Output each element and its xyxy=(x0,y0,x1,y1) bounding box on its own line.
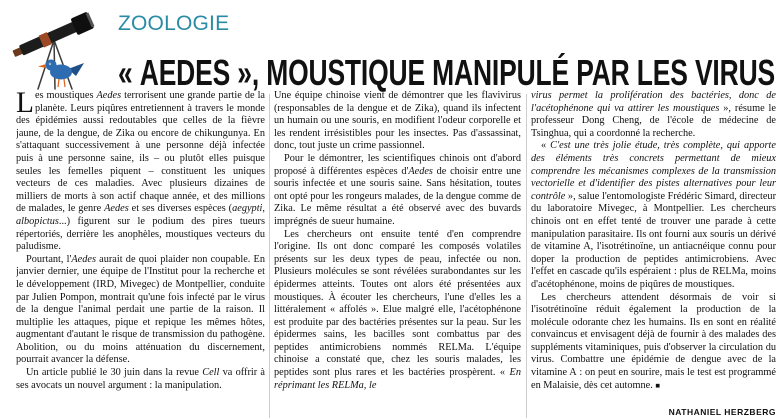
text-run: es moustiques xyxy=(34,90,97,101)
telescope-icon xyxy=(10,11,95,62)
column-text xyxy=(16,90,265,419)
article-paragraph xyxy=(531,292,776,393)
text-run: terrorisent une grande partie de la planète. Leurs piqûres entretiennent à travers le monde des épidémies aussi redoutables que celles de la fièvre jaune, de la dengue, de Zika ou encore de chikungunya. En s'attaquant successivement à une personne déjà infectée puis à une personne saine, ils – ou plutôt elles puisque seules les femelles piquent – constituent les uniques vecteurs de ces maladies. Avec plusieurs dizaines de milliers de morts à son actif chaque année, et des millions de malades, le genre xyxy=(16,90,265,215)
column-3 xyxy=(531,90,776,419)
text-run: ...) figurent sur le podium des pires tueurs répertoriés, derrière les anophèles, moustiques vecteurs du paludisme. xyxy=(16,215,265,253)
italic-text-run: Aedes xyxy=(96,90,122,101)
column-divider xyxy=(269,94,270,418)
article-paragraph xyxy=(531,90,776,140)
text-run: va offrir à ses avocats un nouvel argument : la manipulation. xyxy=(16,367,265,391)
text-run: Pour le démontrer, les scientifiques chinois ont d'abord proposé à différentes espèces d' xyxy=(274,152,521,177)
italic-text-run: Aedes xyxy=(408,165,433,177)
text-run: et ses diverses espèces ( xyxy=(128,203,233,215)
italic-text-run: En réprimant les RELMa, le xyxy=(274,367,521,391)
text-run: Les chercheurs ont ensuite tenté d'en comprendre l'origine. Ils ont donc comparé les composés volatiles présents sur les deux types de peau, infectée ou non. Plusieurs molécules se sont révélées surabondantes sur les épidermes atteints. Toutes ont alors été présentées aux moustiques. À écouter les chercheurs, l'une d'elles les a littéralement « affolés ». Elue malgré elle, l'acétophénone est produite par des bactéries présentes sur la peau. Sur les épidermes sains, les bacilles sont combattus par des peptides antimicrobiens nommés RELMa. L'équipe chinoise a constaté que, chez les souris malades, les peptides sont plus rares et les bactéries prospèrent. « xyxy=(274,228,521,379)
italic-text-run: Aedes xyxy=(104,203,129,215)
text-run: de choisir entre une souris infectée et une souris saine. Sans hésitation, toutes ont opté pour les rongeurs malades, de la dengue comme de Zika. Le même résultat a été observé avec des buvards imprégnés de sueur humaine. xyxy=(274,165,521,227)
text-run: Une équipe chinoise vient de démontrer que les flavivirus (responsables de la dengue et de Zika), quand ils infectent un humain ou une souris, en modifient l'odeur corporelle et les rendent irrésistibles pour les insectes. Pas d'assassinat, donc, tout juste un crime passionnel. xyxy=(274,90,521,152)
text-run: Pourtant, l' xyxy=(26,253,72,265)
italic-text-run: Cell xyxy=(202,367,220,379)
italic-text-run: Aedes xyxy=(71,253,96,265)
text-run: aurait de quoi plaider non coupable. En janvier dernier, une équipe de l'Institut pour la recherche et le développement (IRD, Mivegec) de Montpellier, conduite par Julien Pompon, montrait qu'une fois infecté par le virus de la dengue l'animal perdait une partie de la raison. Il multiplie les attaques, pique et repique les mêmes hôtes, augmentant d'autant le risque de transmission du pathogène. Abolition, ou du moins atténuation du discernement, pourrait avancer la défense. xyxy=(16,253,265,366)
article-paragraph xyxy=(16,254,265,367)
author-byline: NATHANIEL HERZBERG xyxy=(668,407,776,417)
article-paragraph xyxy=(16,367,265,392)
drop-cap: L xyxy=(16,90,34,119)
article-paragraph xyxy=(274,153,521,229)
article-title: « AEDES », MOUSTIQUE MANIPULÉ PAR LES VIRUS xyxy=(118,52,775,93)
telescope-bird-illustration xyxy=(4,0,108,92)
text-run: Les chercheurs attendent désormais de voir si l'isotrétinoïne réduit également la production de la molécule odorante chez les humains. Ils en sont en réalité convaincus et envisagent déjà de fournir à des malades des suppléments vitaminiques, puis d'observer la circulation du virus. Combattre une épidémie de dengue avec de la vitamine A : on peut en sourire, mais le test est programmé en Malaisie, dès cet automne. xyxy=(531,291,776,391)
text-run: », résume le professeur Dong Cheng, de l'école de médecine de Tsinghua, qui a coordonné la recherche. xyxy=(531,102,776,139)
text-run: », salue l'entomologiste Frédéric Simard, directeur du laboratoire Mivegec, à Montpellier. Les chercheurs chinois ont en effet tenté de trouver une parade à cette manipulation parasitaire. Ils ont fourni aux souris un dérivé de vitamine A, l'isotrétinoïne, un antiacnéique connu pour doper la production de peptides antimicrobiens. Avec l'effet en cascade qu'ils espéraient : plus de RELMa, moins d'acétophénone, moins de piqûres de moustiques. xyxy=(531,190,776,290)
article-paragraph xyxy=(274,229,521,393)
italic-text-run: albopictus xyxy=(16,215,59,227)
text-run: « xyxy=(541,140,551,152)
column-divider xyxy=(526,94,527,418)
end-mark: ■ xyxy=(655,380,661,390)
article-paragraph xyxy=(274,90,521,153)
column-text xyxy=(531,90,776,404)
rubric-label: ZOOLOGIE xyxy=(118,12,230,35)
column-1 xyxy=(16,90,265,419)
column-text xyxy=(274,90,521,419)
article-paragraph xyxy=(16,90,265,254)
italic-text-run: aegypti xyxy=(232,203,263,215)
italic-text-run: virus permet la prolifération des bactéries, donc de l'acétophénone qui va attirer les moustiques xyxy=(531,90,776,114)
column-2 xyxy=(274,90,521,419)
italic-text-run: C'est une très jolie étude, très complète, qui apporte des éléments très concrets permettant de mieux comprendre les mécanismes complexes de la transmission vectorielle et d'identifier des pistes alternatives pour leur contrôle xyxy=(531,140,776,202)
bird-icon xyxy=(38,60,84,88)
article-body xyxy=(0,90,782,419)
text-run: Un article publié le 30 juin dans la revue xyxy=(26,367,203,379)
article-paragraph xyxy=(531,140,776,291)
text-run: , xyxy=(262,203,265,215)
